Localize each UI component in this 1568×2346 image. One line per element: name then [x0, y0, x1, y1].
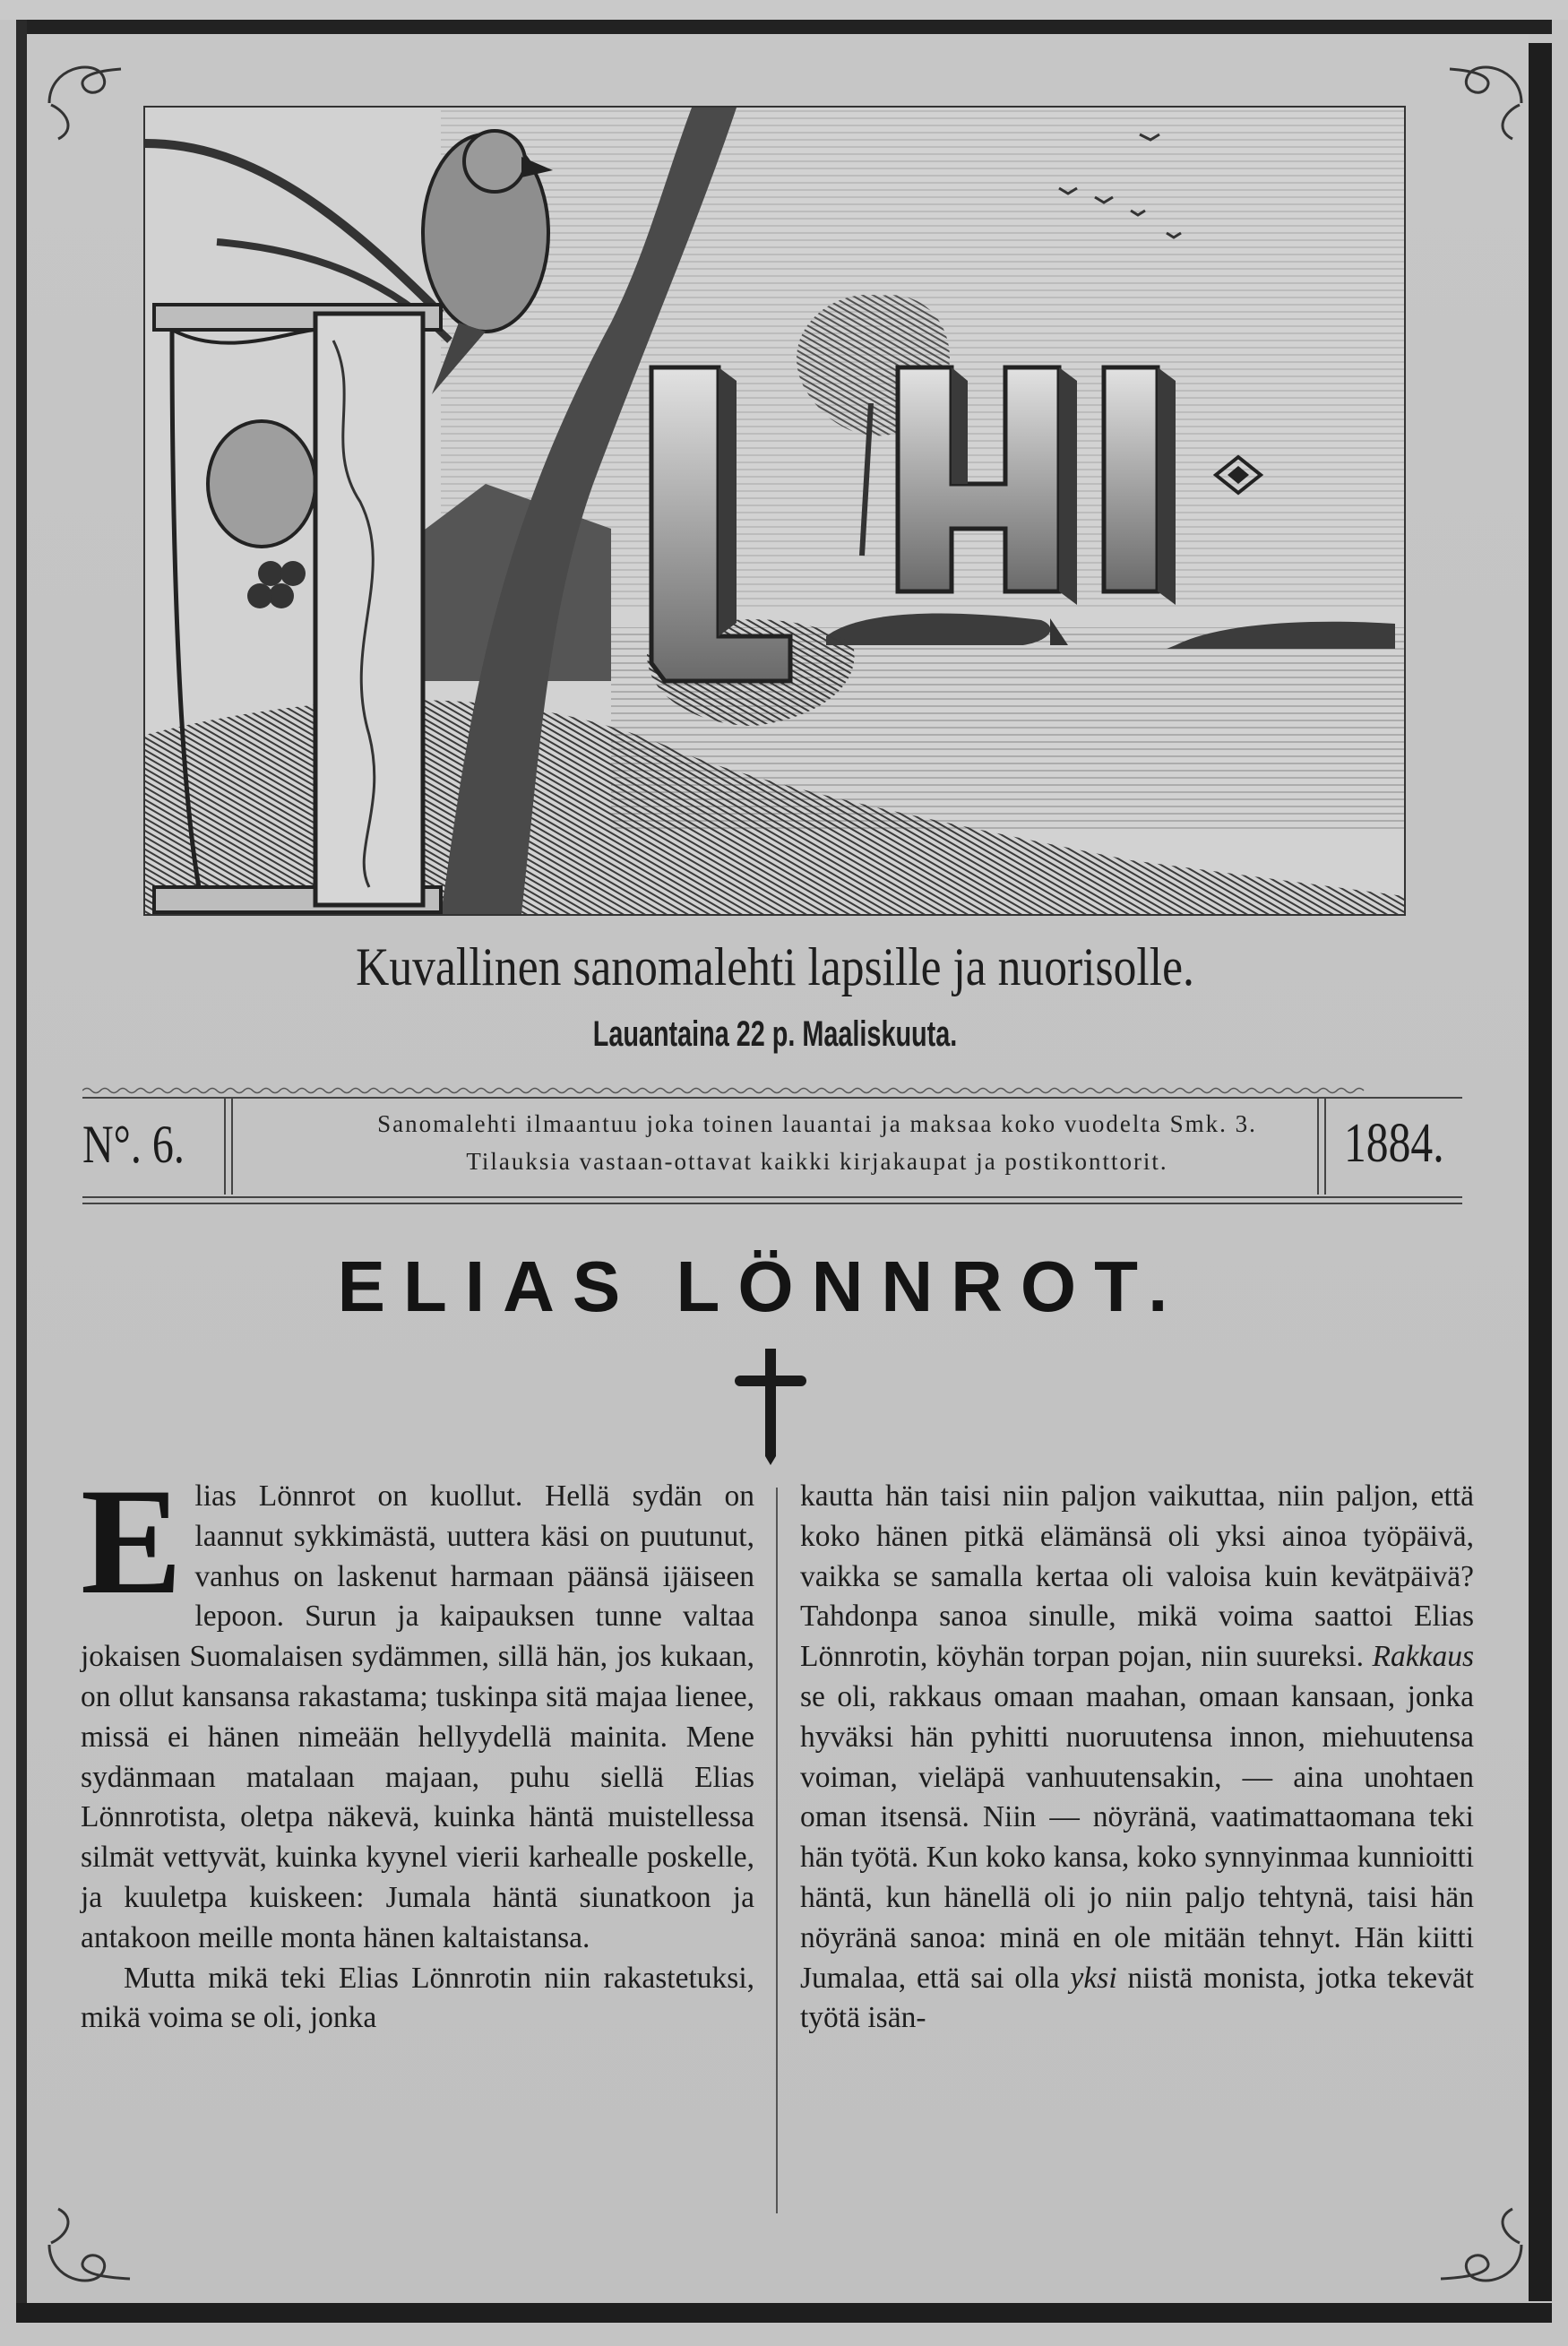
emphasized-word: yksi — [1070, 1961, 1117, 1995]
article-headline: ELIAS LÖNNROT. — [337, 1246, 1186, 1326]
issue-number: N°. 6. — [82, 1115, 185, 1174]
issue-year: 1884. — [1344, 1113, 1444, 1174]
bottom-border-bar — [16, 2303, 1552, 2323]
top-border-bar — [16, 20, 1552, 34]
info-divider — [1324, 1098, 1326, 1195]
corner-flourish-icon — [40, 49, 139, 148]
bottom-rule — [82, 1196, 1462, 1198]
left-border-bar — [16, 20, 27, 2314]
paragraph: lias Lönnrot on kuollut. Hellä sydän on laannut sykkimästä, uuttera käsi on puutunut, vanhus on laskenut harmaan päänsä ijäiseen lepoon. Surun ja kaipauksen tunne valtaa jokaisen Suomalaisen sydämmen, sillä hän, jos kukaan, on ollut kansansa rakastama; tuskinpa sitä majaa lienee, missä ei hänen nimeään hellyydellä mainita. Mene sydänmaan matalaan majaan, puhu siellä Elias Lönnrotista, oletpa näkevä, kuinka häntä muistellessa silmät vettyvät, kuinka kyynel vierii karhealle poskelle, ja kuuletpa kuiskeen: Jumala häntä siunatkoon ja antakoon meille monta hänen kaltaistansa. — [81, 1479, 754, 1954]
corner-flourish-icon — [1432, 49, 1530, 148]
drop-cap: E — [81, 1457, 183, 1626]
emphasized-word: Rakkaus — [1372, 1640, 1474, 1674]
paragraph-text: kautta hän taisi niin paljon vaikuttaa, niin paljon, että koko hänen pitkä elämänsä oli yksi ainoa työpäivä, vaikka se samalla kertaa oli valoisa kuin kevätpäivä? Tahdonpa sanoa sinulle, mikä voima saattoi Elias Lönnrotin, köyhän torpan pojan, niin suureksi. — [800, 1479, 1474, 1674]
issue-info-bar — [82, 1098, 1462, 1195]
subscription-info-line-1: Sanomalehti ilmaantuu joka toinen lauantai ja maksaa koko vuodelta Smk. 3. — [377, 1110, 1257, 1137]
info-divider — [224, 1098, 226, 1195]
subscription-info-line-2: Tilauksia vastaan-ottavat kaikki kirjakaupat ja postikonttorit. — [466, 1148, 1168, 1175]
cross-icon — [735, 1349, 806, 1465]
bottom-rule — [82, 1203, 1462, 1204]
masthead-illustration — [143, 106, 1406, 916]
column-divider — [776, 1488, 778, 2213]
masthead-subtitle: Kuvallinen sanomalehti lapsille ja nuorisolle. — [356, 937, 1194, 996]
corner-flourish-icon — [1432, 2200, 1530, 2299]
right-border-bar — [1529, 43, 1552, 2301]
paragraph-text: niistä monista, jotka tekevät työtä isän- — [800, 1961, 1474, 2035]
wavy-rule — [82, 1086, 1462, 1095]
paragraph-text: se oli, rakkaus omaan maahan, omaan kansaan, jonka hyväksi hän pyhitti nuoruutensa innon, miehuutensa voiman, vieläpä vanhuutensakin, — aina unohtaen oman itsensä. Niin — nöyränä, vaatimattaomana teki hän työtä. Kun koko kansa, koko synnyinmaa kunnioitti häntä, kun hänellä oli jo niin paljo tehtynä, taisi hän nöyränä sanoa: minä en ole mitään tehnyt. Hän kiitti Jumalaa, että sai olla — [800, 1679, 1474, 1995]
paragraph: Mutta mikä teki Elias Lönnrotin niin rakastetuksi, mikä voima se oli, jonka — [81, 1961, 754, 2035]
info-divider — [231, 1098, 233, 1195]
info-divider — [1317, 1098, 1319, 1195]
scan-edge — [0, 0, 1568, 20]
article-column-right — [800, 1477, 1474, 2039]
corner-flourish-icon — [40, 2200, 139, 2299]
issue-date: Lauantaina 22 p. Maaliskuuta. — [592, 1014, 958, 1054]
article-column-left — [81, 1457, 754, 2039]
